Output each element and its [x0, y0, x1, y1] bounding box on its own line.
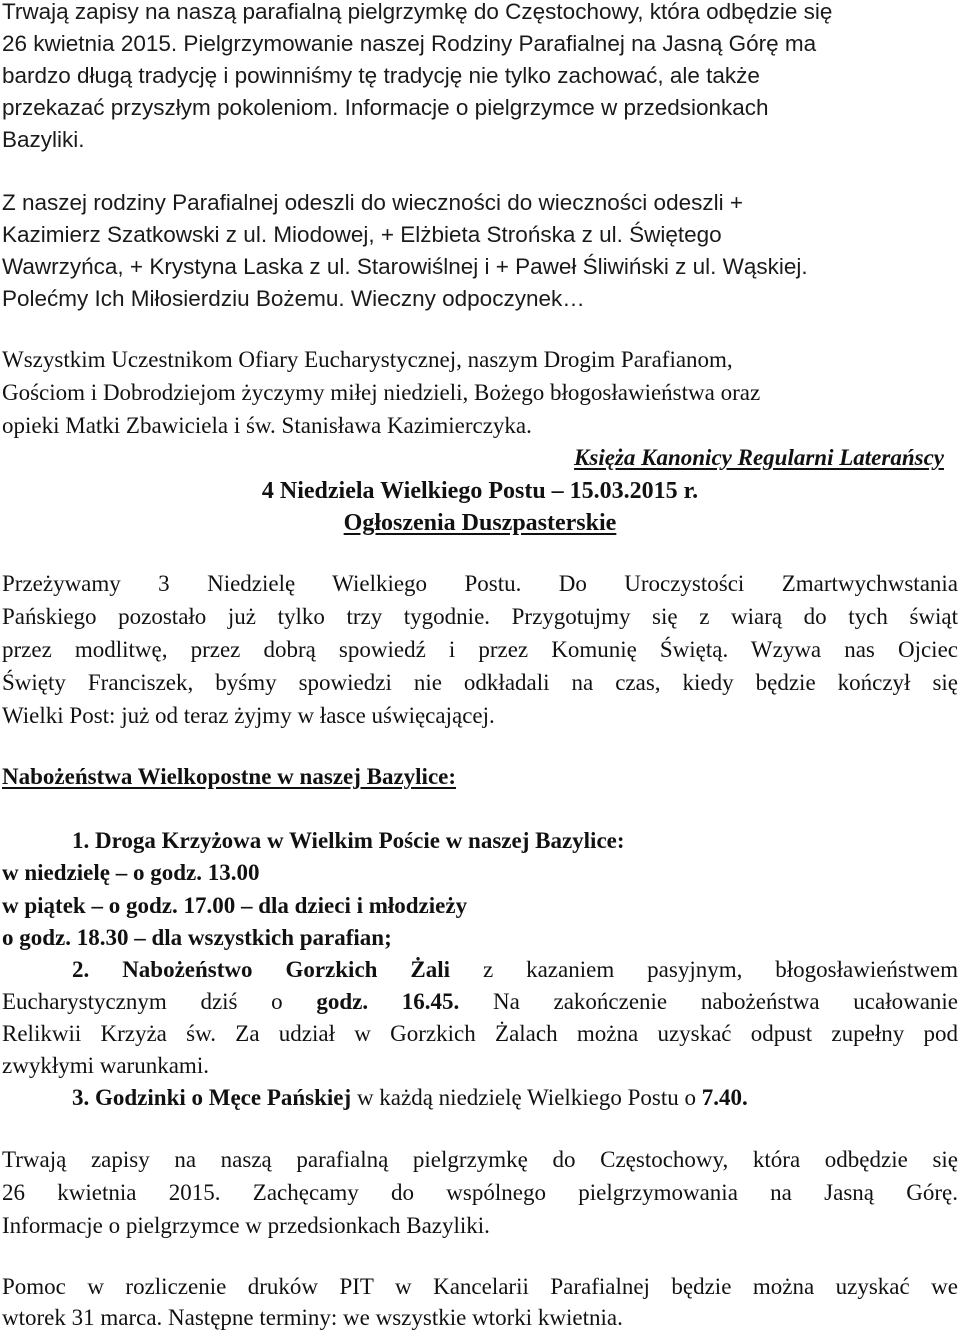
service-item-2-line: zwykłymi warunkami. — [2, 1053, 209, 1078]
service-item-title: 1. Droga Krzyżowa w Wielkim Poście w naszej Bazylice: — [72, 828, 625, 853]
section-title: Ogłoszenia Duszpasterskie — [343, 510, 617, 536]
service-time: 7.40. — [701, 1085, 748, 1110]
pilgrimage-intro-line: 26 kwietnia 2015. Pielgrzymowanie naszej Rodziny Parafialnej na Jasną Górę ma — [2, 31, 817, 56]
service-time-line: w piątek – o godz. 17.00 – dla dzieci i młodzieży — [2, 893, 468, 918]
pilgrimage-intro-line: Trwają zapisy na naszą parafialną pielgrzymkę do Częstochowy, która odbędzie się — [2, 0, 833, 24]
deceased-line: Kazimierz Szatkowski z ul. Miodowej, + Elżbieta Strońska z ul. Świętego — [2, 222, 722, 247]
service-item-2-line: Relikwii Krzyża św. Za udział w Gorzkich Żalach można uzyskać odpust zupełny pod — [2, 1021, 958, 1046]
signature: Księża Kanonicy Regularni Laterańscy — [574, 445, 944, 470]
pilgrimage-repeat-line: Informacje o pielgrzymce w przedsionkach Bazyliki. — [2, 1213, 490, 1238]
service-time-line: w niedzielę – o godz. 13.00 — [2, 860, 260, 885]
service-item-title: 2. Nabożeństwo Gorzkich Żali — [72, 957, 451, 982]
greeting-line: opieki Matki Zbawiciela i św. Stanisława Kazimierczyka. — [2, 413, 532, 438]
service-time-line: o godz. 18.30 – dla wszystkich parafian; — [2, 925, 392, 950]
service-item-3-line — [72, 1083, 748, 1113]
lent-intro-line: Święty Franciszek, byśmy spowiedzi nie odkładali na czas, kiedy będzie kończył się — [2, 670, 958, 695]
service-item-text: w każdą niedzielę Wielkiego Postu o — [351, 1085, 702, 1110]
services-title: Nabożeństwa Wielkopostne w naszej Bazylice: — [2, 764, 457, 789]
pit-help-line: Pomoc w rozliczenie druków PIT w Kancelarii Parafialnej będzie można uzyskać we — [2, 1274, 958, 1299]
service-item-title: 3. Godzinki o Męce Pańskiej — [72, 1085, 352, 1110]
pilgrimage-intro-line: Bazyliki. — [2, 127, 85, 152]
lent-intro-line: przez modlitwę, przez dobrą spowiedź i przez Komunię Świętą. Wzywa nas Ojciec — [2, 637, 958, 662]
deceased-line: Z naszej rodziny Parafialnej odeszli do wieczności do wieczności odeszli + — [2, 190, 743, 215]
deceased-line: Wawrzyńca, + Krystyna Laska z ul. Starowiślnej i + Paweł Śliwiński z ul. Wąskiej. — [2, 254, 808, 279]
service-time: godz. 16.45. — [316, 989, 460, 1014]
greeting-line: Gościom i Dobrodziejom życzymy miłej niedzieli, Bożego błogosławieństwa oraz — [2, 380, 761, 405]
deceased-line: Polećmy Ich Miłosierdziu Bożemu. Wieczny odpoczynek… — [2, 286, 585, 311]
service-item-2-line — [2, 987, 958, 1017]
service-item-2-line — [72, 955, 958, 985]
service-item-text: Eucharystycznym dziś o — [2, 989, 317, 1014]
lent-intro-line: Pańskiego pozostało już tylko trzy tygodnie. Przygotujmy się z wiarą do tych świąt — [2, 604, 958, 629]
greeting-line: Wszystkim Uczestnikom Ofiary Eucharystycznej, naszym Drogim Parafianom, — [2, 347, 733, 372]
service-item-text: Na zakończenie nabożeństwa ucałowanie — [459, 989, 959, 1014]
service-item-text: z kazaniem pasyjnym, błogosławieństwem — [450, 957, 958, 982]
pit-help-line: wtorek 31 marca. Następne terminy: we wszystkie wtorki kwietnia. — [2, 1305, 623, 1330]
pilgrimage-intro-line: bardzo długą tradycję i powinniśmy tę tradycję nie tylko zachować, ale także — [2, 63, 760, 88]
pilgrimage-repeat-line: Trwają zapisy na naszą parafialną pielgrzymkę do Częstochowy, która odbędzie się — [2, 1147, 958, 1172]
lent-intro-line: Wielki Post: już od teraz żyjmy w łasce uświęcającej. — [2, 703, 495, 728]
pilgrimage-repeat-line: 26 kwietnia 2015. Zachęcamy do wspólnego pielgrzymowania na Jasną Górę. — [2, 1180, 958, 1205]
date-title: 4 Niedziela Wielkiego Postu – 15.03.2015 r. — [261, 478, 699, 504]
pilgrimage-intro-line: przekazać przyszłym pokoleniom. Informacje o pielgrzymce w przedsionkach — [2, 95, 769, 120]
lent-intro-line: Przeżywamy 3 Niedzielę Wielkiego Postu. Do Uroczystości Zmartwychwstania — [2, 571, 958, 596]
